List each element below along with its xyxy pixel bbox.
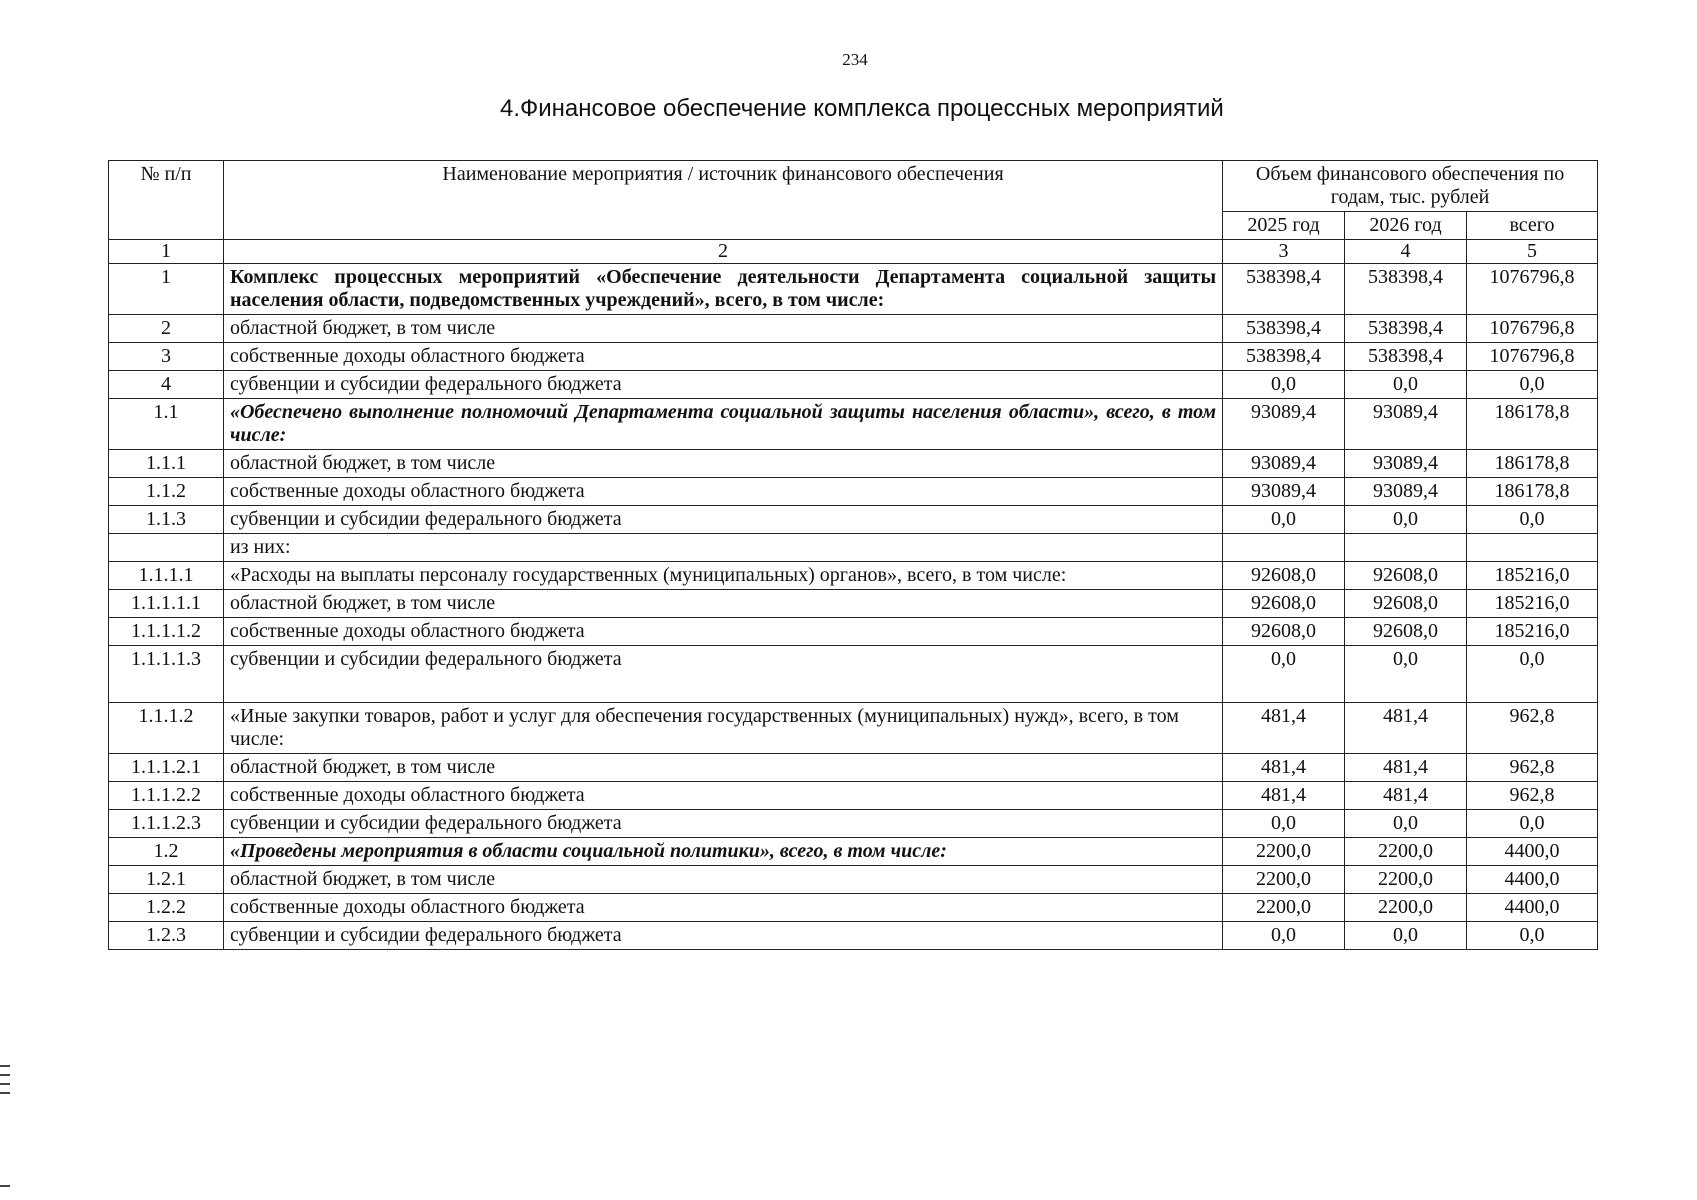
row-name: «Проведены мероприятия в области социальной политики», всего, в том числе: bbox=[223, 838, 1222, 866]
table-row bbox=[109, 371, 1598, 399]
table-row bbox=[109, 894, 1598, 922]
value-2025 bbox=[1223, 534, 1345, 562]
row-number: 1.1.1.1.3 bbox=[109, 646, 224, 703]
table-row bbox=[109, 343, 1598, 371]
value-2026: 2200,0 bbox=[1345, 894, 1467, 922]
row-name: субвенции и субсидии федерального бюджета bbox=[223, 810, 1222, 838]
column-index: 4 bbox=[1345, 240, 1467, 264]
value-2025: 481,4 bbox=[1223, 703, 1345, 754]
value-total: 962,8 bbox=[1466, 754, 1597, 782]
row-name: субвенции и субсидии федерального бюджета bbox=[223, 506, 1222, 534]
value-total: 0,0 bbox=[1466, 371, 1597, 399]
value-2026: 481,4 bbox=[1345, 703, 1467, 754]
value-2026: 481,4 bbox=[1345, 754, 1467, 782]
row-name: «Расходы на выплаты персоналу государственных (муниципальных) органов», всего, в том числе: bbox=[223, 562, 1222, 590]
value-total bbox=[1466, 534, 1597, 562]
value-total: 962,8 bbox=[1466, 782, 1597, 810]
row-number: 1.2.2 bbox=[109, 894, 224, 922]
row-number: 1.1.1.2 bbox=[109, 703, 224, 754]
value-2025: 0,0 bbox=[1223, 371, 1345, 399]
value-total: 185216,0 bbox=[1466, 590, 1597, 618]
value-2025: 538398,4 bbox=[1223, 315, 1345, 343]
value-2025: 0,0 bbox=[1223, 810, 1345, 838]
row-name: областной бюджет, в том числе bbox=[223, 315, 1222, 343]
value-2025: 92608,0 bbox=[1223, 618, 1345, 646]
column-index: 1 bbox=[109, 240, 224, 264]
row-name: собственные доходы областного бюджета bbox=[223, 618, 1222, 646]
row-name: субвенции и субсидии федерального бюджета bbox=[223, 646, 1222, 703]
value-2026: 92608,0 bbox=[1345, 590, 1467, 618]
value-2025: 538398,4 bbox=[1223, 264, 1345, 315]
value-total: 0,0 bbox=[1466, 646, 1597, 703]
value-2026: 538398,4 bbox=[1345, 315, 1467, 343]
table-row bbox=[109, 703, 1598, 754]
value-2026: 92608,0 bbox=[1345, 562, 1467, 590]
page-number: 234 bbox=[842, 50, 868, 69]
table-row bbox=[109, 838, 1598, 866]
row-name: «Обеспечено выполнение полномочий Департамента социальной защиты населения области», всего, в том числе: bbox=[223, 399, 1222, 450]
header-total: всего bbox=[1466, 212, 1597, 240]
value-2025: 2200,0 bbox=[1223, 894, 1345, 922]
value-2026: 0,0 bbox=[1345, 506, 1467, 534]
document-title: 4.Финансовое обеспечение комплекса процессных мероприятий bbox=[500, 95, 1224, 122]
value-2025: 2200,0 bbox=[1223, 838, 1345, 866]
value-2025: 481,4 bbox=[1223, 782, 1345, 810]
row-number: 1.2.3 bbox=[109, 922, 224, 950]
row-number: 1.2.1 bbox=[109, 866, 224, 894]
value-total: 0,0 bbox=[1466, 506, 1597, 534]
value-total: 1076796,8 bbox=[1466, 315, 1597, 343]
row-name: областной бюджет, в том числе bbox=[223, 754, 1222, 782]
row-name: субвенции и субсидии федерального бюджета bbox=[223, 371, 1222, 399]
row-name: «Иные закупки товаров, работ и услуг для обеспечения государственных (муниципальных) нужд», всего, в том числе: bbox=[223, 703, 1222, 754]
value-2026: 538398,4 bbox=[1345, 264, 1467, 315]
value-2025: 0,0 bbox=[1223, 506, 1345, 534]
row-name: Комплекс процессных мероприятий «Обеспечение деятельности Департамента социальной защиты населения области, подведомственных учреждений», всего, в том числе: bbox=[223, 264, 1222, 315]
row-number: 1.1.1.1.2 bbox=[109, 618, 224, 646]
row-number: 1.1.1.2.2 bbox=[109, 782, 224, 810]
row-name: собственные доходы областного бюджета bbox=[223, 478, 1222, 506]
row-name: областной бюджет, в том числе bbox=[223, 590, 1222, 618]
table-row bbox=[109, 534, 1598, 562]
row-number: 1.1.1.2.3 bbox=[109, 810, 224, 838]
value-total: 4400,0 bbox=[1466, 866, 1597, 894]
row-name: областной бюджет, в том числе bbox=[223, 866, 1222, 894]
value-2026: 481,4 bbox=[1345, 782, 1467, 810]
row-number: 1.1.1.1.1 bbox=[109, 590, 224, 618]
row-number: 1 bbox=[109, 264, 224, 315]
table-row bbox=[109, 264, 1598, 315]
row-name: областной бюджет, в том числе bbox=[223, 450, 1222, 478]
row-number: 1.1.3 bbox=[109, 506, 224, 534]
header-volume: Объем финансового обеспечения по годам, тыс. рублей bbox=[1223, 161, 1598, 212]
table-row bbox=[109, 618, 1598, 646]
row-name: собственные доходы областного бюджета bbox=[223, 343, 1222, 371]
row-name: собственные доходы областного бюджета bbox=[223, 782, 1222, 810]
value-total: 186178,8 bbox=[1466, 450, 1597, 478]
table-row bbox=[109, 562, 1598, 590]
value-2025: 2200,0 bbox=[1223, 866, 1345, 894]
row-number: 1.1.1.2.1 bbox=[109, 754, 224, 782]
value-2026: 2200,0 bbox=[1345, 838, 1467, 866]
value-2025: 93089,4 bbox=[1223, 399, 1345, 450]
table-row bbox=[109, 399, 1598, 450]
row-number: 3 bbox=[109, 343, 224, 371]
value-2026: 93089,4 bbox=[1345, 478, 1467, 506]
table-row bbox=[109, 646, 1598, 703]
table-row bbox=[109, 478, 1598, 506]
value-2026: 538398,4 bbox=[1345, 343, 1467, 371]
value-total: 0,0 bbox=[1466, 810, 1597, 838]
value-total: 186178,8 bbox=[1466, 399, 1597, 450]
column-index: 3 bbox=[1223, 240, 1345, 264]
row-number: 1.1 bbox=[109, 399, 224, 450]
value-2025: 0,0 bbox=[1223, 922, 1345, 950]
table-row bbox=[109, 810, 1598, 838]
column-index-row bbox=[109, 240, 1598, 264]
column-index: 2 bbox=[223, 240, 1222, 264]
value-2025: 93089,4 bbox=[1223, 478, 1345, 506]
value-total: 4400,0 bbox=[1466, 838, 1597, 866]
value-2025: 92608,0 bbox=[1223, 590, 1345, 618]
row-name: из них: bbox=[223, 534, 1222, 562]
column-index: 5 bbox=[1466, 240, 1597, 264]
value-2026: 0,0 bbox=[1345, 371, 1467, 399]
value-total: 962,8 bbox=[1466, 703, 1597, 754]
value-total: 4400,0 bbox=[1466, 894, 1597, 922]
value-2026: 93089,4 bbox=[1345, 450, 1467, 478]
value-2025: 538398,4 bbox=[1223, 343, 1345, 371]
row-number: 2 bbox=[109, 315, 224, 343]
table-row bbox=[109, 922, 1598, 950]
value-2026: 92608,0 bbox=[1345, 618, 1467, 646]
value-2025: 92608,0 bbox=[1223, 562, 1345, 590]
row-number: 1.1.2 bbox=[109, 478, 224, 506]
row-name: собственные доходы областного бюджета bbox=[223, 894, 1222, 922]
header-year-2025: 2025 год bbox=[1223, 212, 1345, 240]
value-2026: 0,0 bbox=[1345, 922, 1467, 950]
value-total: 1076796,8 bbox=[1466, 264, 1597, 315]
table-row bbox=[109, 506, 1598, 534]
value-2026: 2200,0 bbox=[1345, 866, 1467, 894]
table-row bbox=[109, 590, 1598, 618]
value-total: 0,0 bbox=[1466, 922, 1597, 950]
table-row bbox=[109, 866, 1598, 894]
value-total: 185216,0 bbox=[1466, 618, 1597, 646]
header-name: Наименование мероприятия / источник финансового обеспечения bbox=[223, 161, 1222, 240]
header-number: № п/п bbox=[109, 161, 224, 240]
row-number: 1.1.1.1 bbox=[109, 562, 224, 590]
value-total: 1076796,8 bbox=[1466, 343, 1597, 371]
table-row bbox=[109, 782, 1598, 810]
value-2026: 0,0 bbox=[1345, 646, 1467, 703]
value-2025: 481,4 bbox=[1223, 754, 1345, 782]
value-total: 185216,0 bbox=[1466, 562, 1597, 590]
table-row bbox=[109, 450, 1598, 478]
margin-marks bbox=[0, 1065, 10, 1101]
value-2026: 0,0 bbox=[1345, 810, 1467, 838]
value-2025: 93089,4 bbox=[1223, 450, 1345, 478]
value-2026: 93089,4 bbox=[1345, 399, 1467, 450]
margin-dash bbox=[0, 1185, 10, 1187]
value-total: 186178,8 bbox=[1466, 478, 1597, 506]
table-row bbox=[109, 754, 1598, 782]
row-number: 1.1.1 bbox=[109, 450, 224, 478]
row-name: субвенции и субсидии федерального бюджета bbox=[223, 922, 1222, 950]
header-year-2026: 2026 год bbox=[1345, 212, 1467, 240]
row-number: 4 bbox=[109, 371, 224, 399]
financing-table bbox=[108, 160, 1598, 950]
table-row bbox=[109, 315, 1598, 343]
row-number: 1.2 bbox=[109, 838, 224, 866]
row-number bbox=[109, 534, 224, 562]
value-2025: 0,0 bbox=[1223, 646, 1345, 703]
value-2026 bbox=[1345, 534, 1467, 562]
